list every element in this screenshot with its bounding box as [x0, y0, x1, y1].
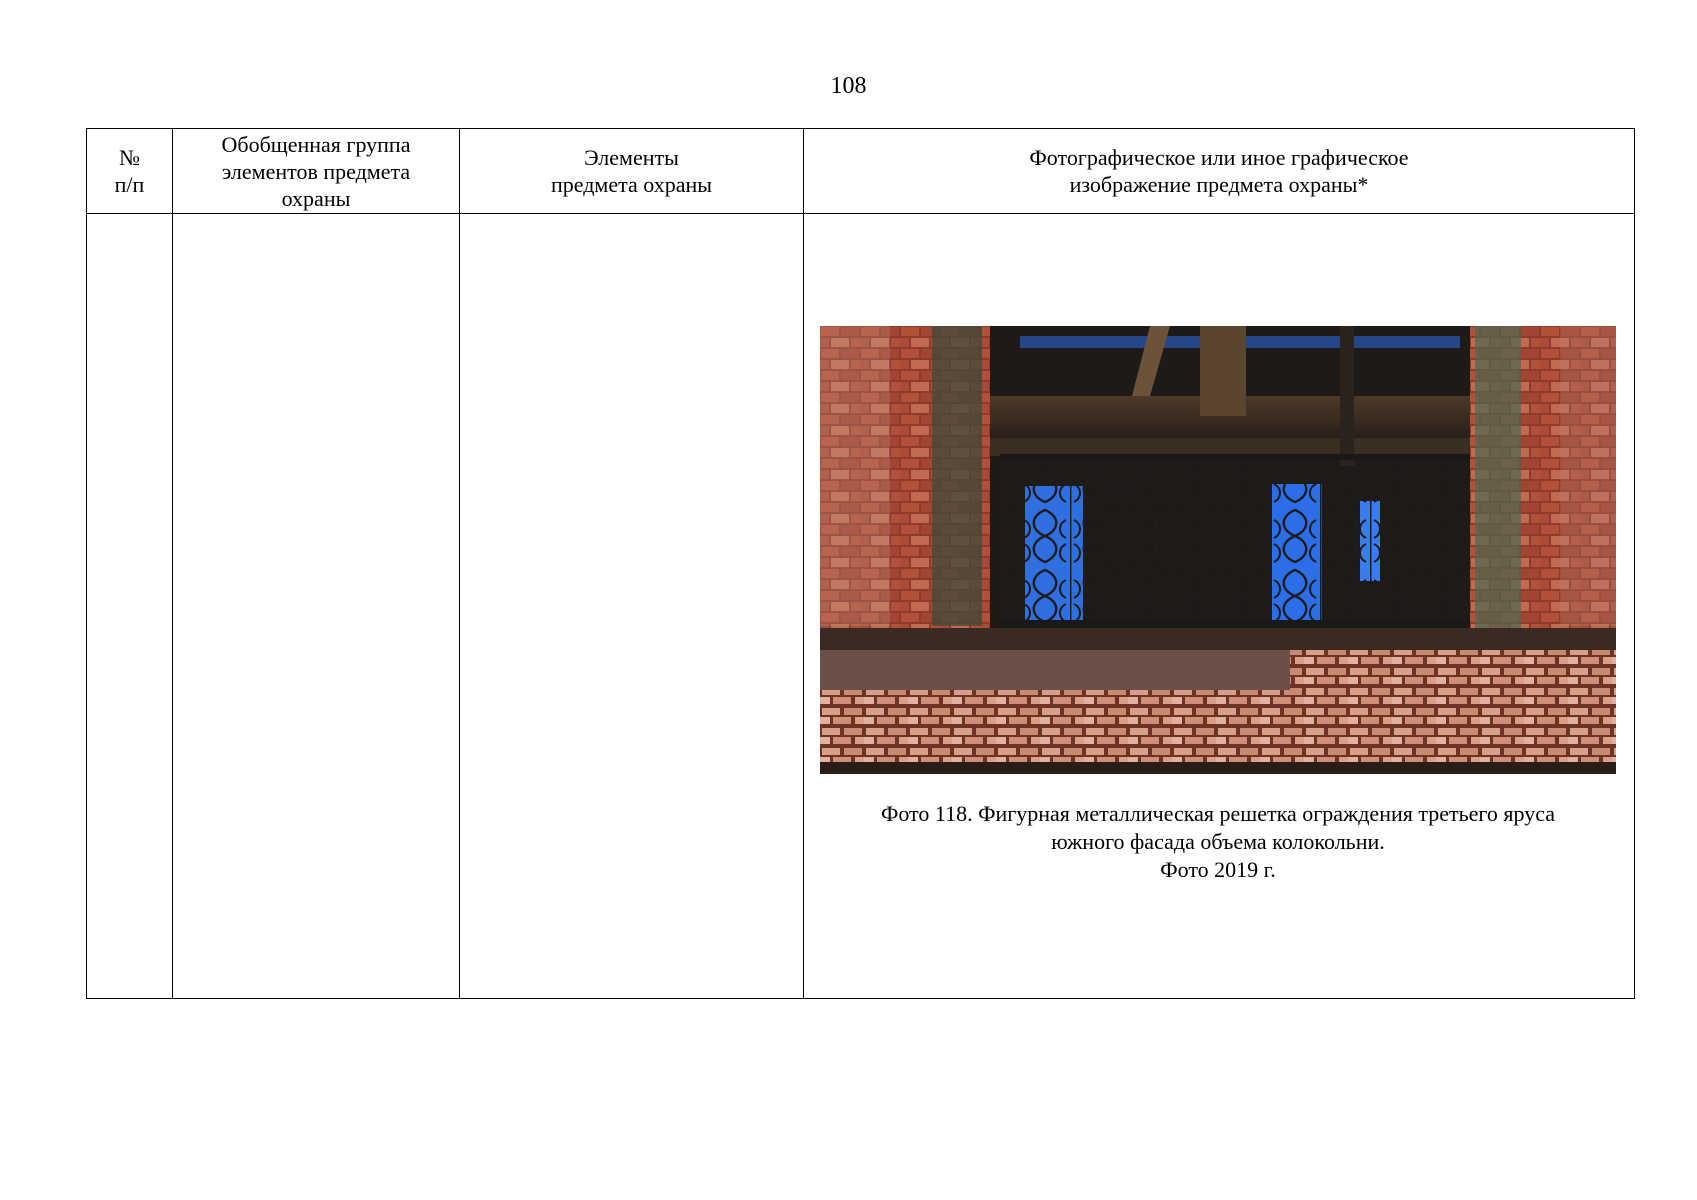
header-photo: Фотографическое или иное графическое изображение предмета охраны* [804, 129, 1635, 214]
caption-line-2: южного фасада объема колокольни. [1051, 829, 1385, 854]
cell-photo [804, 214, 1635, 999]
cell-group [173, 214, 460, 999]
belfry-railing-photo [820, 326, 1616, 774]
photo-caption [804, 800, 1632, 884]
page-number: 108 [830, 73, 867, 99]
cell-number [87, 214, 173, 999]
header-elements: Элементы предмета охраны [460, 129, 804, 214]
header-group: Обобщенная группа элементов предмета охраны [173, 129, 460, 214]
header-number: № п/п [87, 129, 173, 214]
table-row [87, 214, 1635, 999]
caption-line-1: Фото 118. Фигурная металлическая решетка ограждения третьего яруса [880, 801, 1556, 826]
caption-line-3: Фото 2019 г. [1160, 857, 1276, 882]
table-header-row [87, 129, 1635, 214]
cell-elements [460, 214, 804, 999]
protection-table [86, 128, 1635, 999]
